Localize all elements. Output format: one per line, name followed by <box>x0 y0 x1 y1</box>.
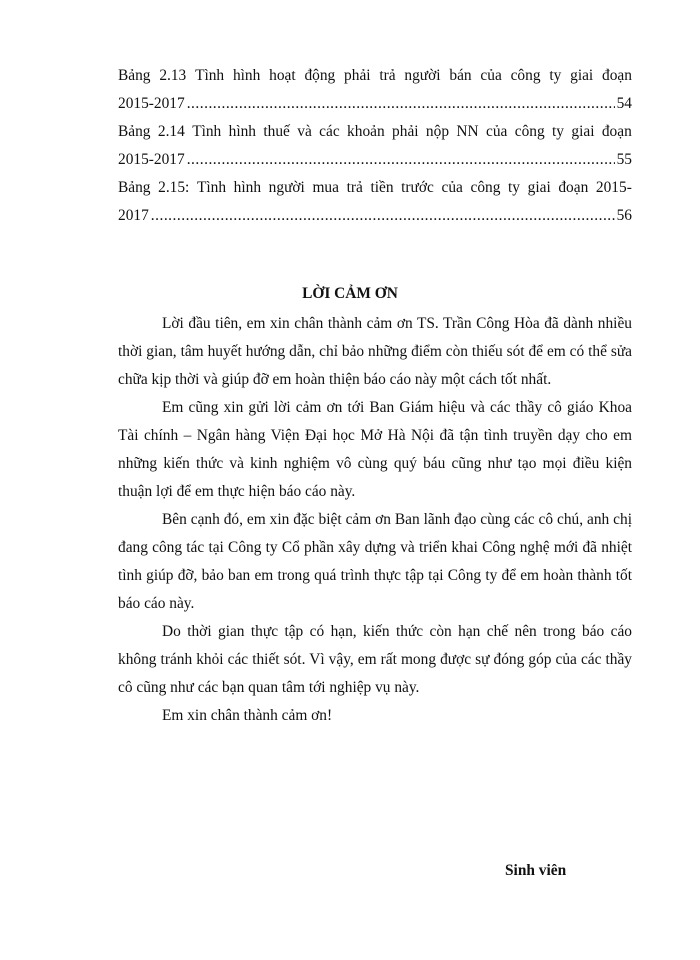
dot-leader <box>187 146 615 174</box>
toc-word: hình <box>233 179 262 196</box>
toc-word: trả <box>346 179 363 196</box>
table-of-contents <box>118 62 632 230</box>
toc-word: Tình <box>195 67 225 84</box>
paragraph: Do thời gian thực tập có hạn, kiến thức còn hạn chế nên trong báo cáo không tránh khỏi các thiết sót. Vì vậy, em rất mong được sự đóng góp của các thầy cô cũng như các bạn quan tâm tới nghiệp vụ này. <box>118 623 632 696</box>
toc-word: đoạn <box>602 67 632 84</box>
toc-entry <box>118 62 632 118</box>
dot-leader <box>187 90 615 118</box>
toc-word: trả <box>379 67 396 84</box>
toc-word: ty <box>549 67 562 84</box>
dot-leader <box>151 202 615 230</box>
paragraph: Em xin chân thành cảm ơn! <box>162 707 333 724</box>
toc-word: động <box>304 67 336 84</box>
toc-word: 2.14 <box>157 123 185 140</box>
toc-word: NN <box>456 123 479 140</box>
toc-word: của <box>441 179 463 196</box>
toc-word: Tình <box>192 123 222 140</box>
toc-entry-leader-line <box>118 146 632 174</box>
toc-word: Bảng <box>118 179 151 196</box>
toc-page-number: 55 <box>616 151 632 168</box>
toc-word: Bảng <box>118 123 151 140</box>
toc-word: ty <box>508 179 521 196</box>
paragraph: Em cũng xin gửi lời cảm ơn tới Ban Giám hiệu và các thầy cô giáo Khoa Tài chính – Ngân hàng Viện Đại học Mở Hà Nội đã tận tình truyền dạy cho em những kiến thức và kinh nghiệm vô cùng quý báu cũng như tạo mọi điều kiện thuận lợi để em thực hiện báo cáo này. <box>118 399 632 500</box>
toc-word: người <box>268 179 305 196</box>
toc-word: nộp <box>425 123 450 140</box>
toc-word: giai <box>570 67 594 84</box>
toc-word: của <box>486 123 508 140</box>
toc-word: phải <box>344 67 371 84</box>
toc-word: phải <box>392 123 419 140</box>
toc-word: công <box>510 67 541 84</box>
toc-word: thuế <box>263 123 290 140</box>
paragraph: Lời đầu tiên, em xin chân thành cảm ơn TS. Trần Công Hòa đã dành nhiều thời gian, tâm huyết hướng dẫn, chỉ bảo những điểm còn thiếu sót để em có thể sửa chữa kịp thời và giúp đỡ em hoàn thiện báo cáo này một cách tốt nhất. <box>118 315 632 388</box>
toc-page-number: 56 <box>616 207 632 224</box>
section-heading: LỜI CẢM ƠN <box>302 285 398 302</box>
toc-word: công <box>514 123 545 140</box>
toc-entry <box>118 174 632 230</box>
toc-word: giai <box>527 179 551 196</box>
acknowledgement-body <box>118 310 632 730</box>
toc-entry-leader-line <box>118 202 632 230</box>
paragraph: Bên cạnh đó, em xin đặc biệt cảm ơn Ban lãnh đạo cùng các cô chú, anh chị đang công tác tại Công ty Cổ phần xây dựng và triển khai Công nghệ mới đã nhiệt tình giúp đỡ, bảo ban em trong quá trình thực tập tại Công ty để em hoàn thành tốt báo cáo này. <box>118 511 632 612</box>
toc-word: giai <box>571 123 595 140</box>
toc-word: của <box>480 67 502 84</box>
toc-word: 2015- <box>595 179 632 196</box>
toc-word: hình <box>228 123 257 140</box>
toc-word: Tình <box>196 179 227 196</box>
toc-word: 2.15: <box>158 179 190 196</box>
toc-word: bán <box>449 67 472 84</box>
toc-word: và <box>297 123 312 140</box>
toc-entry <box>118 118 632 174</box>
toc-word: đoạn <box>601 123 632 140</box>
toc-entry-title <box>118 118 632 146</box>
toc-entry-title-end: 2015-2017 <box>118 95 185 112</box>
toc-word: khoản <box>347 123 385 140</box>
toc-word: mua <box>312 179 339 196</box>
toc-entry-title-end: 2015-2017 <box>118 151 185 168</box>
toc-word: hoạt <box>269 67 296 84</box>
toc-entry-leader-line <box>118 90 632 118</box>
toc-word: người <box>404 67 441 84</box>
toc-word: đoạn <box>558 179 589 196</box>
toc-word: Bảng <box>118 67 151 84</box>
toc-word: trước <box>401 179 434 196</box>
toc-word: ty <box>552 123 565 140</box>
toc-entry-title-end: 2017 <box>118 207 149 224</box>
signature-label: Sinh viên <box>505 862 567 879</box>
toc-word: 2.13 <box>159 67 187 84</box>
toc-entry-title <box>118 174 632 202</box>
toc-word: tiền <box>370 179 394 196</box>
toc-word: công <box>470 179 501 196</box>
toc-word: các <box>319 123 340 140</box>
toc-entry-title <box>118 62 632 90</box>
toc-page-number: 54 <box>616 95 632 112</box>
toc-word: hình <box>232 67 261 84</box>
